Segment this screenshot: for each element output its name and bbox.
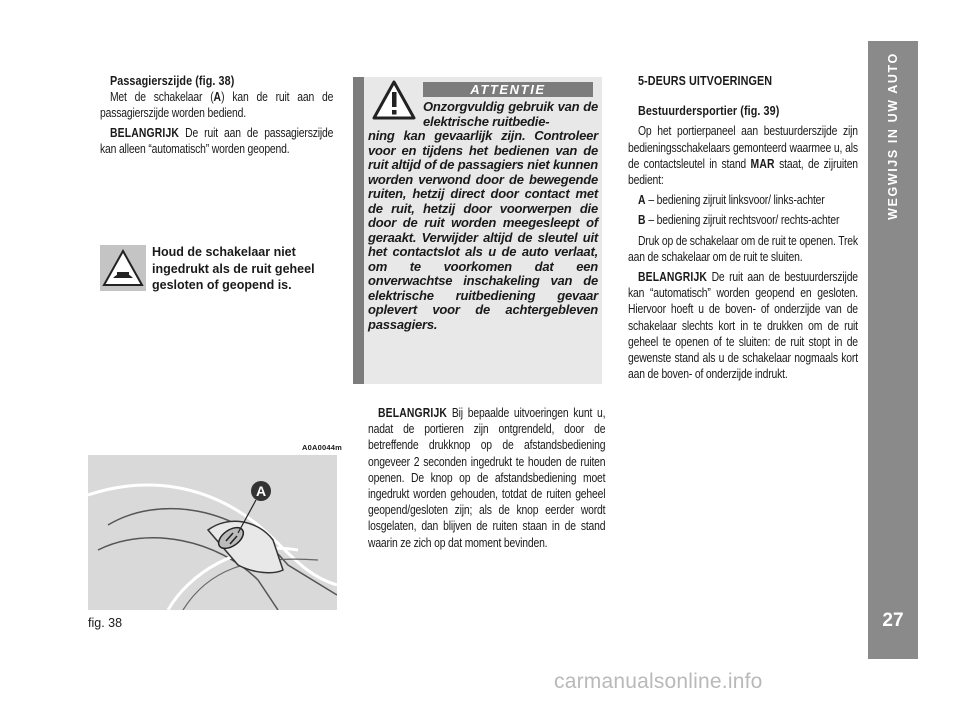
paragraph-important-remote: BELANGRIJK Bij bepaalde uitvoeringen kunt u, nadat de portieren zijn ontgrendeld, door de betreffende drukknop op de afstandsbediening ongeveer 2 seconden ingedrukt te houden de ruiten openen. De knop op de afstandsbediening moet ingedrukt worden gehouden, totdat de ruiten geheel geopend/gesloten zijn; als de knop eerder wordt losgelaten, dan blijven de ruiten staan in de stand waarin ze zich op dat moment bevinden. xyxy=(368,406,606,550)
warning-text: Onzorgvuldig gebruik van de elektrische ruitbedie- ning kan gevaarlijk zijn. Controleer voor en tijdens het bedienen van de ruit altijd of de passagiers niet kunnen worden verwond door de bewegende ruiten, hetzij direct door contact met de ruit, hetzij door voorwerpen die door de ruit worden meegesleept of geraakt. Verwijder altijd de sleutel uit het contactslot als u de auto verlaat, om te voorkomen dat een onverwachtse inschakeling van de elektrische ruitbediening gevaar oplevert voor de achtergebleven passagiers. xyxy=(368,99,598,332)
middle-column xyxy=(368,405,605,551)
sidebar-title xyxy=(868,41,918,231)
sidebar-title-text: WEGWIJS IN UW AUTO xyxy=(886,52,900,220)
warning-box-bar xyxy=(353,77,364,384)
figure-38-image xyxy=(88,455,337,610)
item-a: A – bediening zijruit linksvoor/ links-achter xyxy=(637,193,825,208)
figure-caption: fig. 38 xyxy=(88,616,123,630)
item-b: B – bediening zijruit rechtsvoor/ rechts-achter xyxy=(637,213,840,228)
page-number: 27 xyxy=(882,610,904,631)
figure-label-a: A xyxy=(255,483,267,499)
right-column xyxy=(628,73,858,382)
paragraph-important-driver: BELANGRIJK De ruit aan de bestuurderszijde kan “automatisch” worden geopend en gesloten. Hiervoor hoeft u de boven- of onderzijde van de schakelaar slechts kort in te drukken om de ruit geheel te openen of te sluiten: de ruit stopt in de gewenste stand als u de schakelaar nogmaals kort aan de boven- of onderzijde indrukt. xyxy=(628,270,858,382)
figure-code: A0A0044m xyxy=(302,443,342,452)
paragraph-important-passenger: BELANGRIJK De ruit aan de passagierszijde kan alleen “automatisch” worden geopend. xyxy=(100,125,334,156)
warning-label: ATTENTIE xyxy=(423,82,593,97)
watermark-strip xyxy=(0,669,960,701)
note-window-icon xyxy=(100,245,146,291)
section-heading-5door: 5-DEURS UITVOERINGEN xyxy=(637,73,773,88)
left-column xyxy=(100,73,333,157)
paragraph-passenger-switch: Met de schakelaar (A) kan de ruit aan de passagierszijde worden bediend. xyxy=(100,90,334,121)
paragraph-driver-door: Op het portierpaneel aan bestuurderszijde zijn bedieningsschakelaars gemonteerd waarmee u, als de contactsleutel in stand MAR staat, de zijruiten bedient: xyxy=(628,124,858,188)
watermark-text: carmanualsonline.info xyxy=(554,670,763,693)
paragraph-open-close: Druk op de schakelaar om de ruit te openen. Trek aan de schakelaar om de ruit te sluiten. xyxy=(628,233,858,264)
subheading-driver-door: Bestuurdersportier (fig. 39) xyxy=(637,103,780,119)
section-heading-passenger: Passagierszijde (fig. 38) xyxy=(109,73,235,88)
note-text: Houd de schakelaar niet ingedrukt als de ruit geheel gesloten of geopend is. xyxy=(152,245,315,292)
label-a: A xyxy=(213,90,222,105)
